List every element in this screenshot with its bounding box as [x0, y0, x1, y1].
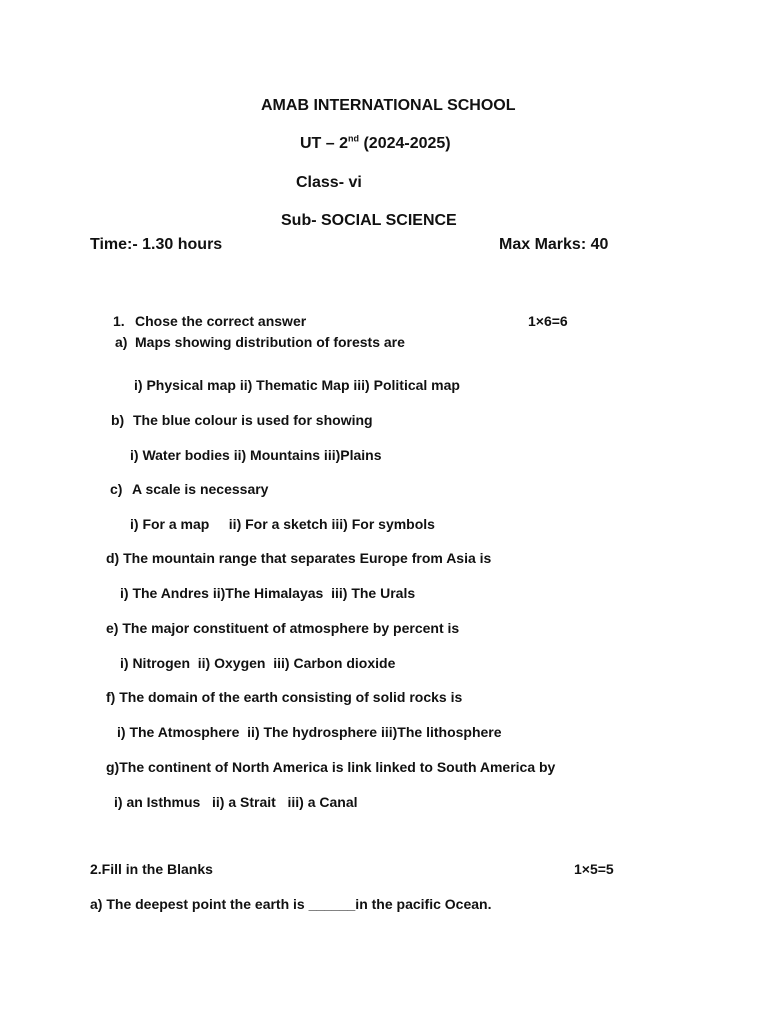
question-text: f) The domain of the earth consisting of solid rocks is — [106, 689, 463, 705]
section1-title: Chose the correct answer — [135, 313, 307, 329]
question-label: b) — [111, 412, 125, 428]
question-label: c) — [110, 481, 123, 497]
question-options: i) The Atmosphere ii) The hydrosphere iii)The lithosphere — [117, 724, 502, 740]
max-marks-label: Max Marks: 40 — [499, 236, 609, 253]
school-name: AMAB INTERNATIONAL SCHOOL — [261, 97, 516, 114]
section2-title: 2.Fill in the Blanks — [90, 861, 213, 877]
question-options: i) Water bodies ii) Mountains iii)Plains — [130, 447, 382, 463]
question-label: a) — [115, 334, 128, 350]
question-options: i) an Isthmus ii) a Strait iii) a Canal — [114, 794, 358, 810]
question-options: i) The Andres ii)The Himalayas iii) The Urals — [120, 585, 416, 601]
question-options: i) Nitrogen ii) Oxygen iii) Carbon dioxide — [120, 655, 396, 671]
question-options: i) For a map ii) For a sketch iii) For symbols — [130, 516, 435, 532]
section1-number: 1. — [113, 313, 125, 329]
test-title — [300, 134, 451, 154]
test-year: (2024-2025) — [359, 135, 451, 152]
test-prefix: UT – 2 — [300, 135, 349, 152]
question-text: a) The deepest point the earth is ______in the pacific Ocean. — [90, 896, 492, 912]
time-label: Time:- 1.30 hours — [90, 236, 223, 253]
question-text: A scale is necessary — [132, 481, 269, 497]
section1-marks: 1×6=6 — [528, 313, 568, 329]
question-text: The blue colour is used for showing — [133, 412, 373, 428]
question-text: e) The major constituent of atmosphere by percent is — [106, 620, 460, 636]
question-text: g)The continent of North America is link linked to South America by — [106, 759, 556, 775]
class-label: Class- vi — [296, 174, 362, 191]
subject-label: Sub- SOCIAL SCIENCE — [281, 212, 457, 229]
section2-marks: 1×5=5 — [574, 861, 614, 877]
question-text: Maps showing distribution of forests are — [135, 334, 405, 350]
test-sup: nd — [348, 133, 360, 144]
question-options: i) Physical map ii) Thematic Map iii) Political map — [134, 377, 460, 393]
question-text: d) The mountain range that separates Europe from Asia is — [106, 550, 492, 566]
